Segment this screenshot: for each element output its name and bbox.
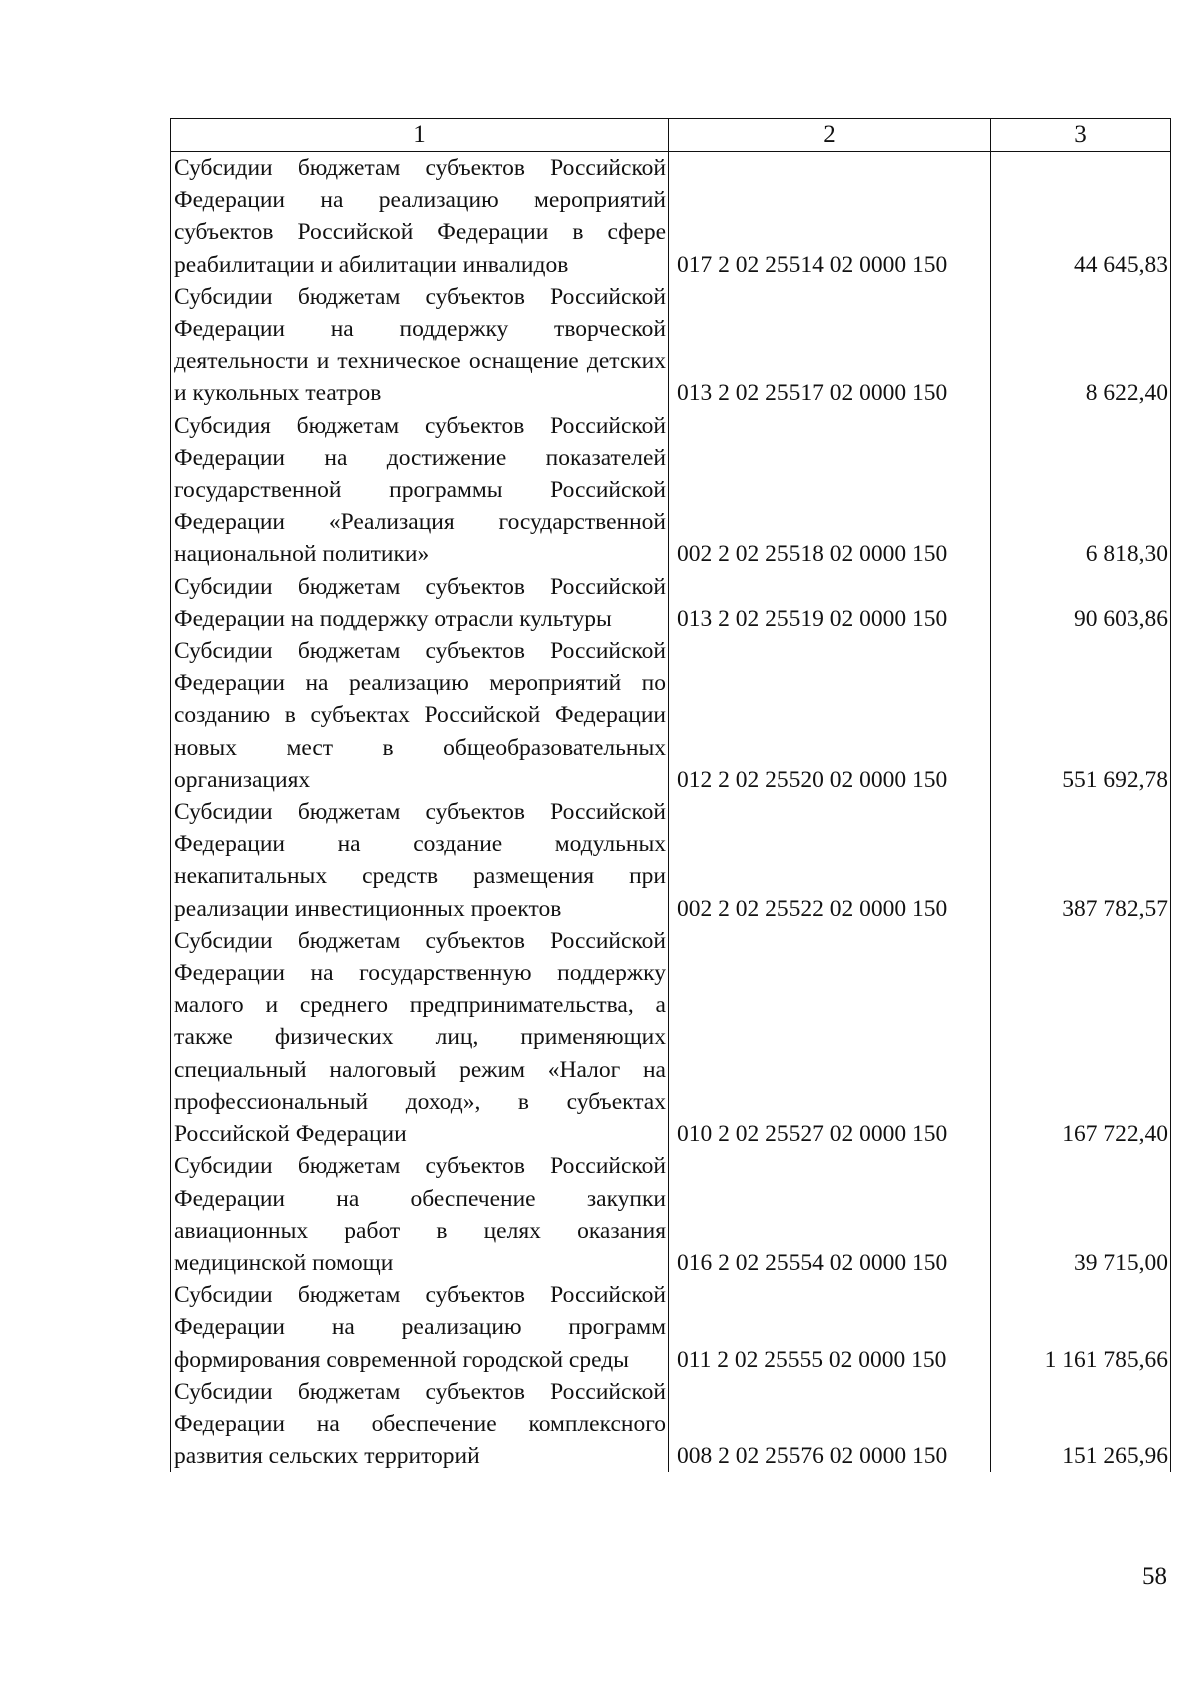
row-code: 012 2 02 25520 02 0000 150 [669, 635, 991, 796]
row-code: 013 2 02 25517 02 0000 150 [669, 281, 991, 410]
row-amount: 167 722,40 [991, 925, 1171, 1150]
row-code: 016 2 02 25554 02 0000 150 [669, 1150, 991, 1279]
column-header-2: 2 [669, 119, 991, 152]
column-header-3: 3 [991, 119, 1171, 152]
table-row [171, 281, 1171, 410]
table-row [171, 410, 1171, 571]
table-row [171, 1150, 1171, 1279]
row-amount: 151 265,96 [991, 1376, 1171, 1473]
row-amount: 90 603,86 [991, 571, 1171, 635]
table-header [171, 119, 1171, 152]
row-description: Субсидии бюджетам субъектов Российской Федерации на реализацию программ формирования современной городской среды [171, 1279, 669, 1376]
table-row [171, 1376, 1171, 1473]
row-code: 017 2 02 25514 02 0000 150 [669, 152, 991, 281]
row-amount: 8 622,40 [991, 281, 1171, 410]
row-code: 002 2 02 25518 02 0000 150 [669, 410, 991, 571]
row-code: 013 2 02 25519 02 0000 150 [669, 571, 991, 635]
row-description: Субсидии бюджетам субъектов Российской Федерации на реализацию мероприятий субъектов Российской Федерации в сфере реабилитации и абилитации инвалидов [171, 152, 669, 281]
row-code: 002 2 02 25522 02 0000 150 [669, 796, 991, 925]
row-description: Субсидии бюджетам субъектов Российской Федерации на поддержку творческой деятельности и техническое оснащение детских и кукольных театров [171, 281, 669, 410]
row-description: Субсидии бюджетам субъектов Российской Федерации на государственную поддержку малого и среднего предпринимательства, а также физических лиц, применяющих специальный налоговый режим «Налог на профессиональный доход», в субъектах Российской Федерации [171, 925, 669, 1150]
row-description: Субсидия бюджетам субъектов Российской Федерации на достижение показателей государственной программы Российской Федерации «Реализация государственной национальной политики» [171, 410, 669, 571]
row-description: Субсидии бюджетам субъектов Российской Федерации на поддержку отрасли культуры [171, 571, 669, 635]
row-description: Субсидии бюджетам субъектов Российской Федерации на реализацию мероприятий по созданию в субъектах Российской Федерации новых мест в общеобразовательных организациях [171, 635, 669, 796]
table-row [171, 571, 1171, 635]
header-row [171, 119, 1171, 152]
column-header-1: 1 [171, 119, 669, 152]
row-amount: 39 715,00 [991, 1150, 1171, 1279]
table-row [171, 152, 1171, 281]
table-row [171, 925, 1171, 1150]
table-body [171, 152, 1171, 1473]
row-code: 011 2 02 25555 02 0000 150 [669, 1279, 991, 1376]
table-row [171, 1279, 1171, 1376]
row-code: 008 2 02 25576 02 0000 150 [669, 1376, 991, 1473]
row-code: 010 2 02 25527 02 0000 150 [669, 925, 991, 1150]
row-description: Субсидии бюджетам субъектов Российской Федерации на обеспечение закупки авиационных работ в целях оказания медицинской помощи [171, 1150, 669, 1279]
budget-table [170, 118, 1171, 1472]
page-number: 58 [1142, 1563, 1167, 1590]
row-amount: 44 645,83 [991, 152, 1171, 281]
row-amount: 6 818,30 [991, 410, 1171, 571]
row-amount: 1 161 785,66 [991, 1279, 1171, 1376]
budget-table-sheet [170, 118, 1170, 1472]
row-description: Субсидии бюджетам субъектов Российской Федерации на создание модульных некапитальных средств размещения при реализации инвестиционных проектов [171, 796, 669, 925]
table-row [171, 796, 1171, 925]
row-description: Субсидии бюджетам субъектов Российской Федерации на обеспечение комплексного развития сельских территорий [171, 1376, 669, 1473]
table-row [171, 635, 1171, 796]
row-amount: 387 782,57 [991, 796, 1171, 925]
row-amount: 551 692,78 [991, 635, 1171, 796]
